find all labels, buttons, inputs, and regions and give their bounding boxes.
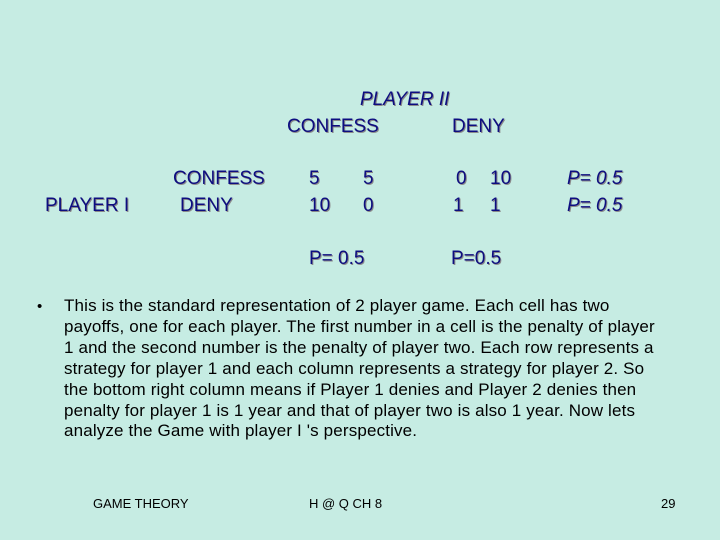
row-label-confess: CONFESS <box>173 168 265 189</box>
row-prob-deny: P= 0.5 <box>567 195 623 216</box>
column-header-deny: DENY <box>452 116 505 137</box>
player-ii-label: PLAYER II <box>360 89 450 110</box>
bullet-icon: • <box>37 298 43 315</box>
col-prob-confess: P= 0.5 <box>309 248 365 269</box>
payoff-r2c1-p2: 0 <box>363 195 374 216</box>
payoff-r2c1-p1: 10 <box>309 195 331 216</box>
payoff-r1c1-p2: 5 <box>363 168 374 189</box>
row-prob-confess: P= 0.5 <box>567 168 623 189</box>
row-label-deny: DENY <box>180 195 233 216</box>
payoff-r1c1-p1: 5 <box>309 168 320 189</box>
col-prob-deny: P=0.5 <box>451 248 502 269</box>
player-i-label: PLAYER I <box>45 195 130 216</box>
column-header-confess: CONFESS <box>287 116 379 137</box>
explanation-paragraph: This is the standard representation of 2 player game. Each cell has two payoffs, one for each player. The first number in a cell is the penalty of player 1 and the second number is the penalty of player two. Each row represents a strategy for player 1 and each column represents a strategy for player 2. So the bottom right column means if Player 1 denies and Player 2 denies then penalty for player 1 is 1 year and that of player two is also 1 year. Now lets analyze the Game with player I 's perspective. <box>64 296 655 441</box>
payoff-r1c2-p2: 10 <box>490 168 512 189</box>
payoff-r2c2-p2: 1 <box>490 195 501 216</box>
payoff-r1c2-p1: 0 <box>456 168 467 189</box>
footer-title: GAME THEORY <box>93 496 189 511</box>
payoff-r2c2-p1: 1 <box>453 195 464 216</box>
page-number: 29 <box>661 496 676 511</box>
footer-center: H @ Q CH 8 <box>309 496 383 511</box>
